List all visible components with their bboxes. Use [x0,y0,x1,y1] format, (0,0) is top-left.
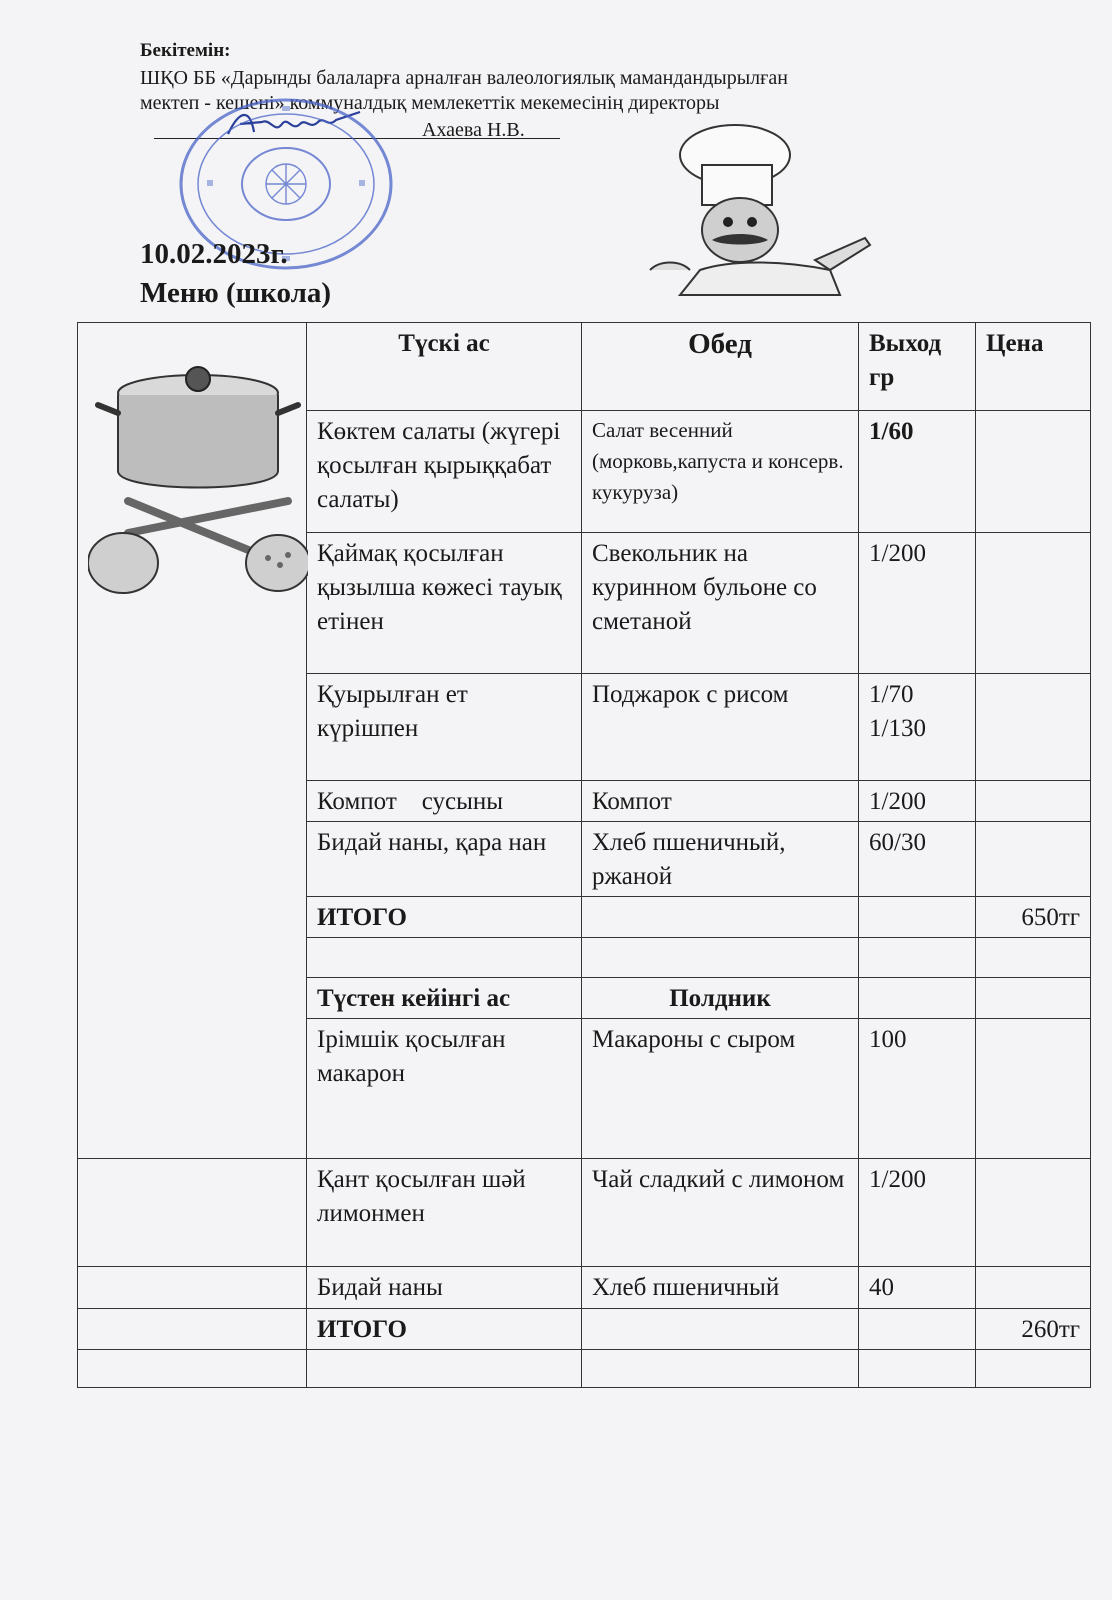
dish-price [976,533,1091,674]
dish-yield: 1/70 [869,681,914,708]
total-price: 650тг [976,897,1091,938]
header-yield: Выход гр [859,323,976,411]
dish-kz: Қаймақ қосылған қызылша көжесі тауық етінен [307,533,582,674]
approval-line-2: мектеп - кешені» коммуналдық мемлекеттік мекемесінің директоры [140,92,720,114]
dish-yield: 60/30 [859,822,976,897]
dish-ru: Свекольник на куринном бульоне со сметаной [582,533,859,674]
menu-table [77,322,1091,1388]
signer-name: Ахаева Н.В. [422,119,525,141]
header-price: Цена [976,323,1091,411]
total-label: ИТОГО [307,897,582,938]
cooking-pot-icon [88,353,308,613]
table-row [78,1159,1091,1267]
dish-ru: Макароны с сыром [582,1019,859,1159]
header-ru: Обед [582,323,859,411]
dish-price [976,1019,1091,1159]
dish-kz: Қант қосылған шәй лимонмен [307,1159,582,1267]
dish-ru: Поджарок с рисом [582,674,859,781]
dish-yield: 1/60 [859,411,976,533]
dish-price [976,822,1091,897]
dish-ru: Салат весенний (морковь,капуста и консерв. кукуруза) [582,411,859,533]
illustration-cell [78,323,307,1159]
dish-price [976,781,1091,822]
dish-price [976,1267,1091,1309]
dish-yield: 100 [859,1019,976,1159]
document-title: Меню (школа) [140,277,331,309]
dish-yield-2: 1/130 [869,715,926,742]
total-label: ИТОГО [307,1309,582,1350]
snack-header-kz: Түстен кейінгі ас [307,978,582,1019]
table-row [78,1267,1091,1309]
dish-kz: Көктем салаты (жүгері қосылған қырыққабат салаты) [307,411,582,533]
dish-yield-cell [859,674,976,781]
dish-yield: 1/200 [859,533,976,674]
header-kz: Түскі ас [307,323,582,411]
menu-date: 10.02.2023г. [140,238,288,270]
dish-ru: Хлеб пшеничный [582,1267,859,1309]
dish-kz: Ірімшік қосылған макарон [307,1019,582,1159]
approval-line-1: ШҚО ББ «Дарынды балаларға арналған валеологиялық мамандандырылған [140,67,788,89]
dish-kz: Бидай наны, қара нан [307,822,582,897]
dish-ru: Компот [582,781,859,822]
dish-price [976,1159,1091,1267]
dish-ru: Чай сладкий с лимоном [582,1159,859,1267]
dish-kz: Бидай наны [307,1267,582,1309]
dish-price [976,674,1091,781]
empty-row [78,1350,1091,1388]
approval-title: Бекітемін: [140,40,231,61]
dish-yield: 1/200 [859,1159,976,1267]
dish-kz: Қуырылған ет күрішпен [307,674,582,781]
dish-ru: Хлеб пшеничный, ржаной [582,822,859,897]
table-header-row [78,323,1091,411]
ladle-icon [88,501,308,593]
dish-price [976,411,1091,533]
chef-icon [640,120,880,305]
dish-kz: Компот сусыны [307,781,582,822]
dish-yield: 1/200 [859,781,976,822]
snack-header-ru: Полдник [582,978,859,1019]
total-row [78,1309,1091,1350]
dish-yield: 40 [859,1267,976,1309]
total-price: 260тг [976,1309,1091,1350]
